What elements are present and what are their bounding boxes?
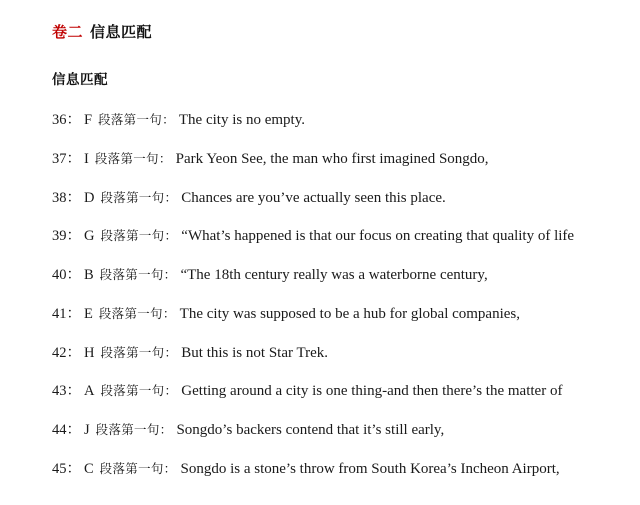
item-cn-label: 段落第一句： <box>98 113 175 127</box>
item-answer: J <box>84 422 90 438</box>
item-cn-label: 段落第一句： <box>94 151 172 166</box>
item-answer: A <box>84 383 95 400</box>
section-subtitle: 信息匹配 <box>52 72 108 87</box>
volume-title: 信息匹配 <box>90 24 153 41</box>
item-number: 43： <box>52 383 81 400</box>
item-answer: I <box>84 150 89 167</box>
item-sentence: “The 18th century really was a waterborne century, <box>180 267 488 283</box>
item-answer: D <box>84 189 95 206</box>
list-item <box>52 461 622 478</box>
item-number: 41： <box>52 305 81 322</box>
item-cn-label: 段落第一句： <box>100 384 178 399</box>
item-answer: E <box>84 305 93 322</box>
item-answer: H <box>84 344 95 361</box>
item-sentence: The city was supposed to be a hub for global companies, <box>179 305 521 322</box>
item-number: 38： <box>52 189 81 206</box>
item-sentence: But this is not Star Trek. <box>181 344 328 361</box>
item-sentence: Park Yeon See, the man who first imagined Songdo, <box>175 150 489 167</box>
item-number: 42： <box>52 344 81 361</box>
list-item <box>52 190 622 207</box>
item-number: 39： <box>52 228 81 245</box>
list-item <box>52 345 622 362</box>
volume-label: 卷二 <box>52 24 84 41</box>
item-sentence: Chances are you’ve actually seen this place. <box>181 189 446 206</box>
item-cn-label: 段落第一句： <box>100 190 178 205</box>
item-sentence: “What’s happened is that our focus on creating that quality of life <box>181 228 575 245</box>
list-item <box>52 151 622 168</box>
item-answer: G <box>84 228 95 245</box>
item-number: 37： <box>52 150 81 167</box>
item-sentence: Getting around a city is one thing-and then there’s the matter of <box>181 383 563 400</box>
item-answer: B <box>84 267 94 283</box>
list-item <box>52 422 622 439</box>
item-sentence: The city is no empty. <box>178 112 305 128</box>
item-answer: C <box>84 460 94 477</box>
item-cn-label: 段落第一句： <box>100 229 178 244</box>
list-item <box>52 267 622 284</box>
list-item <box>52 112 622 129</box>
item-cn-label: 段落第一句： <box>98 306 176 321</box>
list-item <box>52 306 622 323</box>
answer-list <box>52 112 622 478</box>
list-item <box>52 228 622 245</box>
item-number: 36： <box>52 112 81 128</box>
item-number: 45： <box>52 460 81 477</box>
list-item <box>52 383 622 400</box>
item-answer: F <box>84 112 93 128</box>
item-cn-label: 段落第一句： <box>95 423 173 437</box>
item-number: 44： <box>52 422 81 438</box>
item-cn-label: 段落第一句： <box>100 345 178 360</box>
item-sentence: Songdo is a stone’s throw from South Korea’s Incheon Airport, <box>180 460 560 477</box>
item-number: 40： <box>52 267 81 283</box>
item-sentence: Songdo’s backers contend that it’s still early, <box>176 422 445 438</box>
item-cn-label: 段落第一句： <box>99 268 177 282</box>
page-title <box>52 24 622 42</box>
item-cn-label: 段落第一句： <box>99 461 177 476</box>
